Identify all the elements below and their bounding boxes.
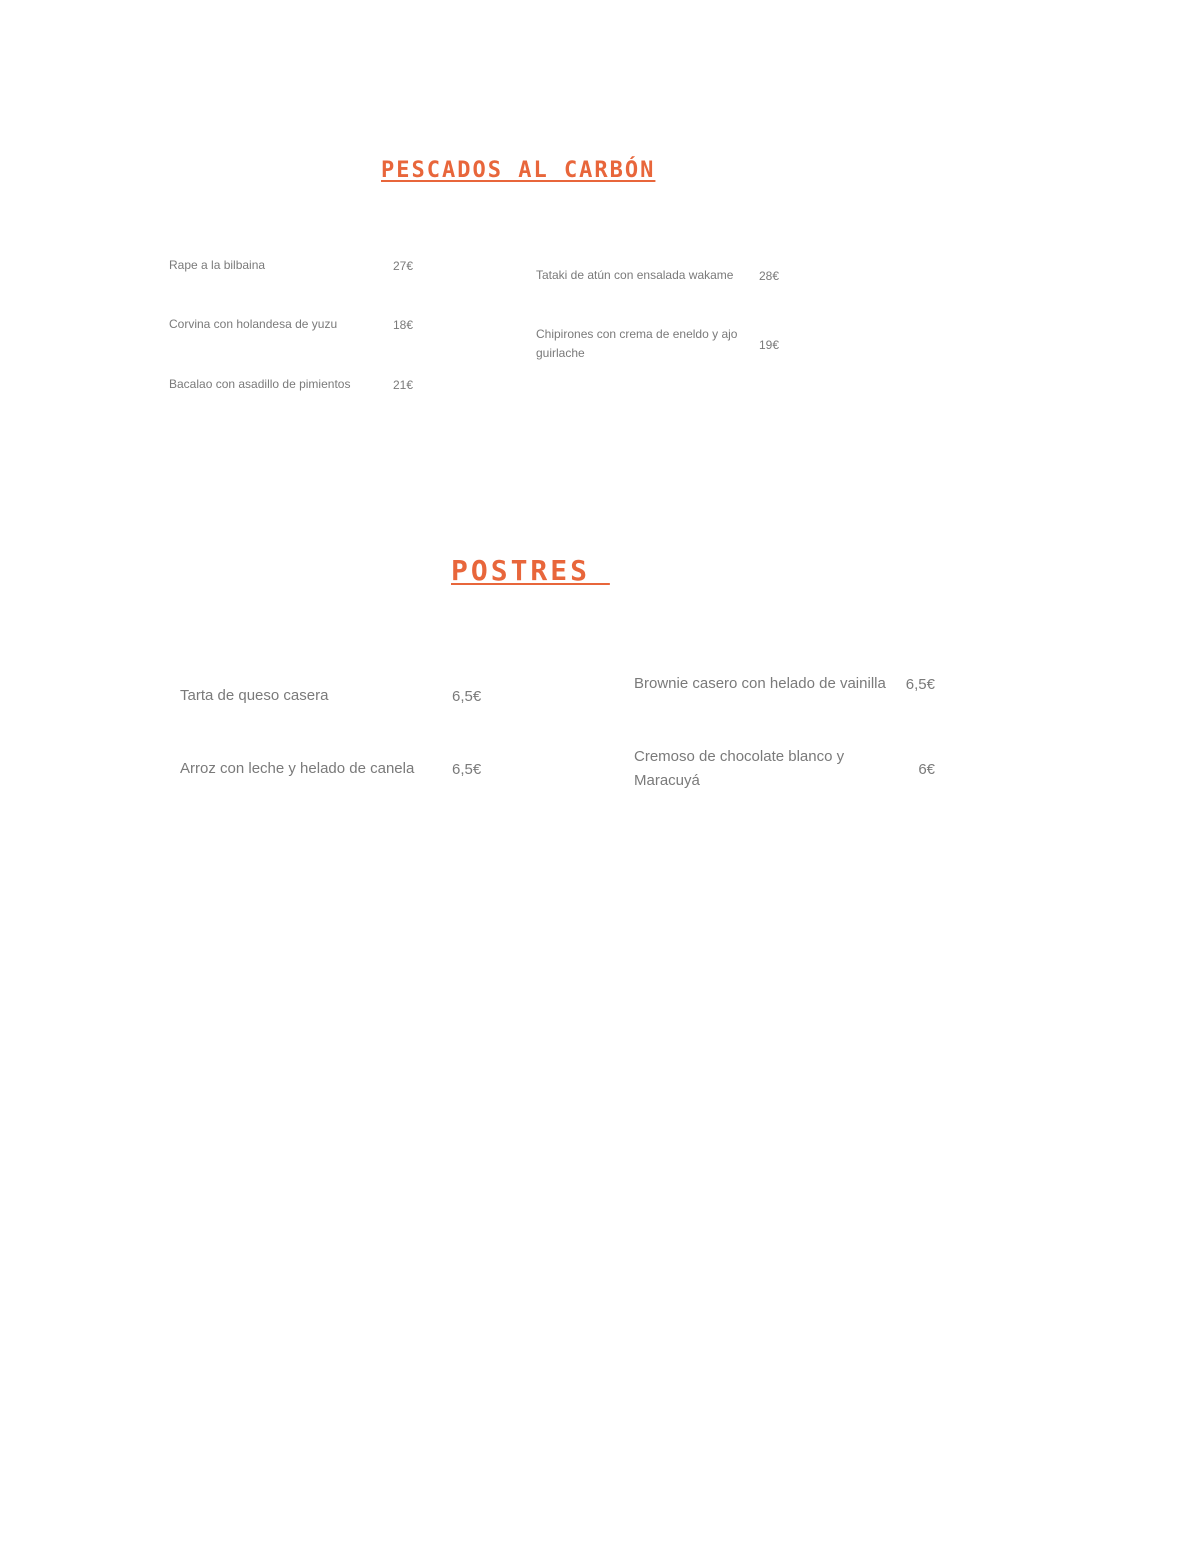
menu-item-price: 6,5€ [905,676,935,693]
menu-item-name: Cremoso de chocolate blanco y Maracuyá [634,748,845,789]
section-heading-postres: POSTRES [451,554,610,587]
section-heading-pescados: PESCADOS AL CARBÓN [381,158,656,183]
menu-item-price: 18€ [393,318,414,332]
menu-item-price: 6,5€ [452,688,482,705]
menu-item-name: Arroz con leche y helado de canela [180,760,415,777]
menu-item-price: 27€ [393,259,414,273]
menu-item-price: 6,5€ [452,761,482,778]
menu-item-price: 19€ [759,338,780,352]
menu-item-name: Tataki de atún con ensalada wakame [536,268,734,282]
menu-item-name: Rape a la bilbaina [169,258,266,272]
menu-item-name: Chipirones con crema de eneldo y ajo guirlache [536,327,738,361]
menu-item-price: 21€ [393,378,414,392]
menu-item-price: 28€ [759,269,780,283]
menu-item-name: Tarta de queso casera [180,687,329,704]
menu-item-name: Brownie casero con helado de vainilla [634,675,886,692]
menu-item-name: Corvina con holandesa de yuzu [169,317,338,331]
menu-item-price: 6€ [918,761,935,778]
menu-item-name: Bacalao con asadillo de pimientos [169,377,351,391]
